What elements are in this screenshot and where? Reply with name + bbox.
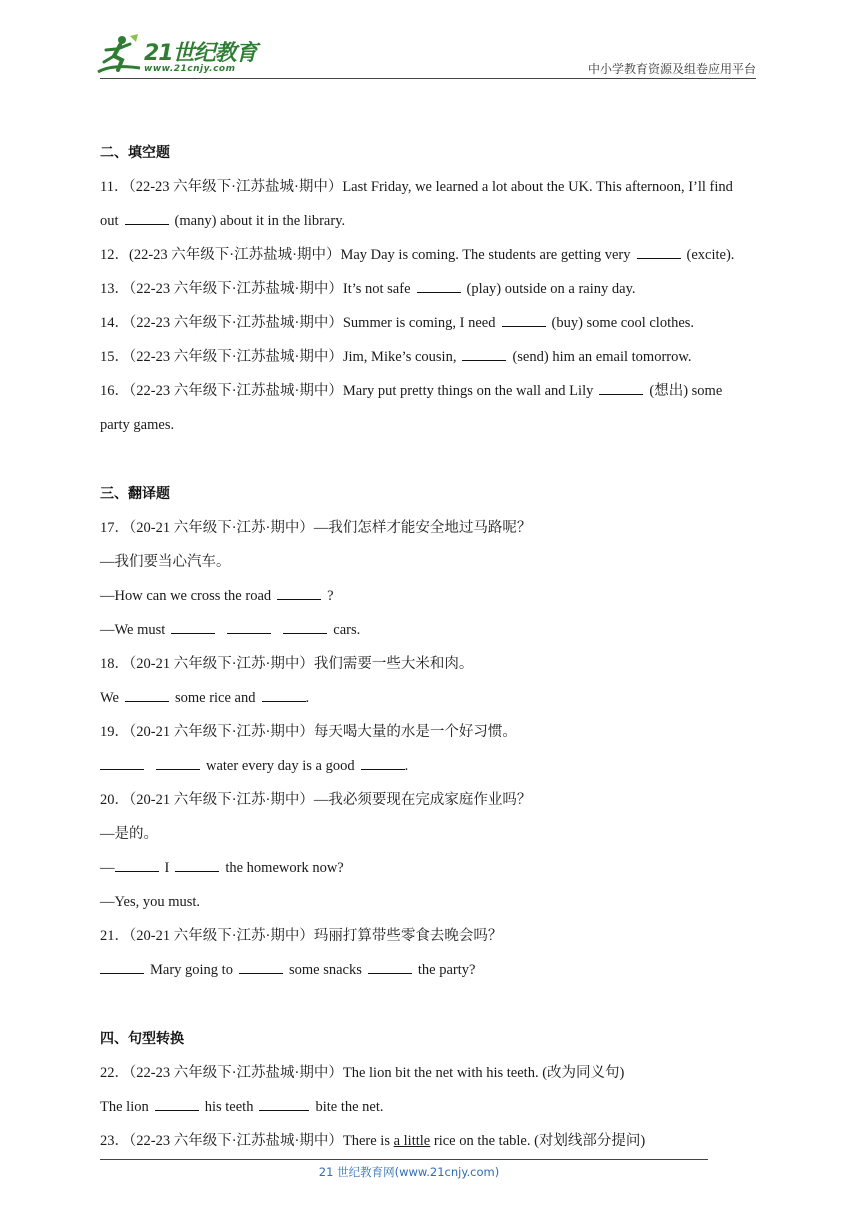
- q17-cn: —我们要当心汽车。: [100, 554, 231, 570]
- header-platform-text: 中小学教育资源及组卷应用平台: [587, 62, 756, 76]
- answer-blank[interactable]: [259, 1096, 309, 1111]
- q20-dash: —: [100, 860, 115, 876]
- runner-logo-icon: [92, 34, 144, 76]
- answer-blank[interactable]: [368, 959, 412, 974]
- q22-rest: bite the net.: [315, 1099, 384, 1115]
- q18-mid: some rice and: [174, 690, 256, 706]
- answer-blank[interactable]: [502, 312, 546, 327]
- q11-text-out: out: [100, 213, 119, 229]
- q19-end: .: [404, 758, 409, 774]
- answer-blank[interactable]: [462, 346, 506, 361]
- question-17-en-2: [100, 613, 762, 647]
- question-13: [100, 272, 762, 306]
- logo-text: 21世纪教育: [144, 41, 257, 66]
- q19-mid: water every day is a good: [206, 758, 355, 774]
- answer-blank[interactable]: [100, 755, 144, 770]
- q20-rest: the homework now?: [225, 860, 344, 876]
- document-body: [100, 136, 762, 1158]
- question-17: [100, 511, 762, 545]
- q13-text: 13．（22-23 六年级下·江苏盐城·期中）It’s not safe: [100, 281, 411, 297]
- q13-rest: (play) outside on a rainy day.: [466, 281, 636, 297]
- page-footer: [0, 1164, 860, 1180]
- answer-blank[interactable]: [361, 755, 405, 770]
- question-17-en-1: [100, 579, 762, 613]
- question-19-en: [100, 749, 762, 783]
- answer-blank[interactable]: [239, 959, 283, 974]
- q19-text: 19．（20-21 六年级下·江苏·期中）每天喝大量的水是一个好习惯。: [100, 724, 517, 740]
- q22-lion: The lion: [100, 1099, 149, 1115]
- answer-blank[interactable]: [156, 755, 200, 770]
- q17-en-text: —How can we cross the road: [100, 588, 272, 604]
- q21-party: the party?: [417, 962, 476, 978]
- q20-cn: —是的。: [100, 826, 158, 842]
- question-20-en: [100, 851, 762, 885]
- answer-blank[interactable]: [115, 857, 159, 872]
- q23-underlined: a little: [393, 1133, 431, 1149]
- q17-text: 17．（20-21 六年级下·江苏·期中）—我们怎样才能安全地过马路呢？: [100, 520, 532, 536]
- answer-blank[interactable]: [277, 585, 321, 600]
- q11-text: 11．（22-23 六年级下·江苏盐城·期中）Last Friday, we learned a lot about the UK. This afternoon, I’ll find: [100, 179, 733, 195]
- answer-blank[interactable]: [417, 278, 461, 293]
- q21-text: 21．（20-21 六年级下·江苏·期中）玛丽打算带些零食去晚会吗？: [100, 928, 503, 944]
- q21-snacks: some snacks: [288, 962, 362, 978]
- question-16-line-1: [100, 374, 762, 408]
- question-23: [100, 1124, 762, 1158]
- question-20-answer: [100, 885, 762, 919]
- header-divider: [100, 78, 756, 79]
- q14-text: 14．（22-23 六年级下·江苏盐城·期中）Summer is coming, I need: [100, 315, 496, 331]
- q12-text: 12．(22-23 六年级下·江苏盐城·期中）May Day is coming. The students are getting very: [100, 247, 631, 263]
- question-21-en: [100, 953, 762, 987]
- q17-en-cars: cars.: [333, 622, 361, 638]
- q17-punct: ?: [327, 588, 334, 604]
- question-12: [100, 238, 762, 272]
- answer-blank[interactable]: [637, 244, 681, 259]
- q14-rest: (buy) some cool clothes.: [551, 315, 695, 331]
- logo-url: www.21cnjy.com: [144, 64, 236, 74]
- question-20-cn-answer: [100, 817, 762, 851]
- answer-blank[interactable]: [125, 687, 169, 702]
- q18-end: .: [305, 690, 310, 706]
- page-header: [0, 0, 860, 80]
- q15-rest: (send) him an email tomorrow.: [512, 349, 692, 365]
- answer-blank[interactable]: [283, 619, 327, 634]
- question-11-line-2: [100, 204, 762, 238]
- question-18: [100, 647, 762, 681]
- question-14: [100, 306, 762, 340]
- q20-i: I: [164, 860, 170, 876]
- answer-blank[interactable]: [599, 380, 643, 395]
- section-title-sentence-transform: 四、句型转换: [100, 1031, 184, 1047]
- q18-we: We: [100, 690, 119, 706]
- section-title-translation: 三、翻译题: [100, 486, 170, 502]
- footer-divider: [100, 1159, 708, 1160]
- q11-text-rest: (many) about it in the library.: [174, 213, 346, 229]
- q20-text: 20．（20-21 六年级下·江苏·期中）—我必须要现在完成家庭作业吗？: [100, 792, 532, 808]
- q18-text: 18．（20-21 六年级下·江苏·期中）我们需要一些大米和肉。: [100, 656, 474, 672]
- answer-blank[interactable]: [227, 619, 271, 634]
- q21-mary: Mary going to: [150, 962, 233, 978]
- q17-en-must: —We must: [100, 622, 166, 638]
- q23-text: 23．（22-23 六年级下·江苏盐城·期中）There is: [100, 1133, 390, 1149]
- answer-blank[interactable]: [171, 619, 215, 634]
- section-title-fill-blank: 二、填空题: [100, 145, 170, 161]
- q15-text: 15．（22-23 六年级下·江苏盐城·期中）Jim, Mike’s cousin,: [100, 349, 457, 365]
- question-19: [100, 715, 762, 749]
- answer-blank[interactable]: [100, 959, 144, 974]
- answer-blank[interactable]: [125, 210, 169, 225]
- footer-link[interactable]: 21 世纪教育网(www.21cnjy.com): [318, 1165, 500, 1179]
- question-21: [100, 919, 762, 953]
- question-22: [100, 1056, 762, 1090]
- question-15: [100, 340, 762, 374]
- question-18-en: [100, 681, 762, 715]
- q20-yes: —Yes, you must.: [100, 894, 201, 910]
- q16-rest: (想出) some: [649, 383, 723, 399]
- q16-text-cont: party games.: [100, 417, 175, 433]
- question-17-cn-answer: [100, 545, 762, 579]
- answer-blank[interactable]: [155, 1096, 199, 1111]
- question-11-line-1: [100, 170, 762, 204]
- q22-teeth: his teeth: [204, 1099, 254, 1115]
- q16-text: 16．（22-23 六年级下·江苏盐城·期中）Mary put pretty things on the wall and Lily: [100, 383, 594, 399]
- question-16-line-2: [100, 408, 762, 442]
- q12-hint: (excite).: [686, 247, 735, 263]
- answer-blank[interactable]: [175, 857, 219, 872]
- q23-rest: rice on the table. (对划线部分提问): [433, 1133, 646, 1149]
- answer-blank[interactable]: [262, 687, 306, 702]
- q22-text: 22．（22-23 六年级下·江苏盐城·期中）The lion bit the net with his teeth. (改为同义句): [100, 1065, 625, 1081]
- question-22-en: [100, 1090, 762, 1124]
- question-20: [100, 783, 762, 817]
- site-logo[interactable]: [92, 34, 262, 78]
